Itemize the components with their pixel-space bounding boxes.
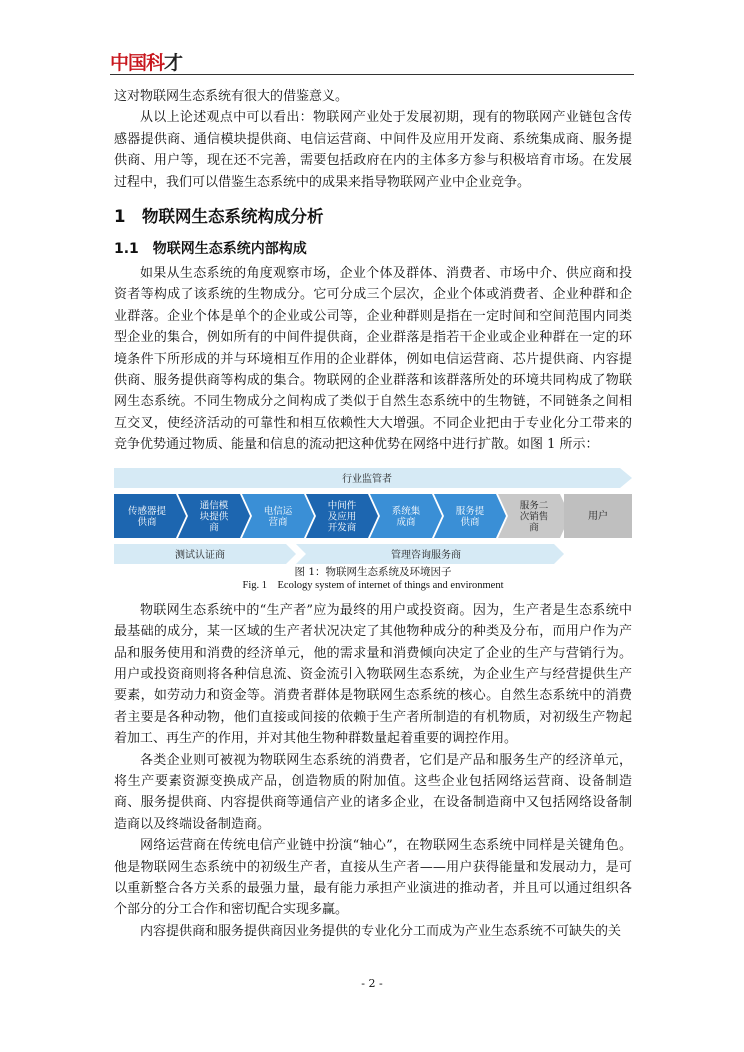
chain-step-label: 通信模 (199, 500, 229, 512)
chain-step-label: 服务提 (455, 505, 485, 517)
testing-band-label: 测试认证商 (175, 549, 225, 561)
chain-step-label: 系统集 (391, 505, 421, 517)
logo (110, 48, 182, 75)
paragraph: 网络运营商在传统电信产业链中扮演“轴心”，在物联网生态系统中同样是关键角色。他是物联网生态系统中的初级生产者，直接从生产者——用户获得能量和发展动力，是可以重新整合各方关系的最强力量，最有能力承担产业演进的推动者，并且可以通过组织各个部分的分工合作和密切配合实现多赢。 (114, 838, 632, 918)
chain-step-label: 成商 (396, 516, 416, 528)
chain-step-label: 供商 (137, 516, 157, 528)
chain-step-label: 电信运 (263, 505, 293, 517)
chain-step-label: 中间件 (327, 500, 357, 512)
paragraph-continued: 这对物联网生态系统有很大的借鉴意义。 (114, 89, 349, 104)
consulting-band-label: 管理咨询服务商 (391, 549, 461, 561)
paragraph: 如果从生态系统的角度观察市场，企业个体及群体、消费者、市场中介、供应商和投资者等构成了该系统的生物成分。它可分成三个层次，企业个体或消费者、企业种群和企业群落。企业个体是单个的企业或公司等，企业种群则是指在一定时间和空间范围内同类型企业的集合，例如所有的中间件提供商，企业群落是指若干企业或企业种群在一定的环境条件下所形成的并与环境相互作用的企业群体，例如电信运营商、芯片提供商、内容提供商、服务提供商等构成的集合。物联网的企业群落和该群落所处的环境共同构成了物联网生态系统。不同生物成分之间构成了类似于自然生态系统中的生物链，不同链条之间相互交叉，使经济活动的可靠性和相互依赖性大大增强。不同企业把由于专业化分工带来的竞争优势通过物质、能量和信息的流动把这种优势在网络中进行扩散。如图 1 所示： (114, 266, 632, 453)
paragraph: 内容提供商和服务提供商因业务提供的专业化分工而成为产业生态系统不可缺失的关 (140, 923, 622, 939)
ecosystem-diagram (114, 468, 632, 564)
user-label: 用户 (588, 510, 608, 522)
figure-caption-cn: 图 1：物联网生态系统及环境因子 (294, 565, 452, 578)
header-rule (110, 74, 634, 75)
paragraph: 物联网生态系统中的“生产者”应为最终的用户或投资商。因为，生产者是生态系统中最基础的成分，某一区域的生产者状况决定了其他物种成分的种类及分布，而用户作为产品和服务使用和消费的经济单元，他的需求量和消费倾向决定了企业的生产与营销行为。用户或投资商则将各种信息流、资金流引入物联网生态系统，为企业生产与经营提供生产要素，如劳动力和资金等。消费者群体是物联网生态系统的核心。自然生态系统中的消费者主要是各种动物，他们直接或间接的依赖于生产者所制造的有机物质，对初级生产物起着加工、再生产的作用，并对其他生物种群数量起着重要的调控作用。 (114, 602, 632, 747)
paragraph: 从以上论述观点中可以看出：物联网产业处于发展初期，现有的物联网产业链包含传感器提供商、通信模块提供商、电信运营商、中间件及应用开发商、系统集成商、服务提供商、用户等，现在还不完善，需要包括政府在内的主体多方参与积极培育市场。在发展过程中，我们可以借鉴生态系统中的成果来指导物联网产业中企业竞争。 (114, 110, 632, 190)
ecosystem-figure (114, 468, 632, 564)
chain-step-label: 商 (529, 522, 539, 534)
subsection-heading: 1.1 物联网生态系统内部构成 (114, 241, 307, 258)
chain-step-label: 及应用 (327, 511, 357, 523)
page-body (114, 86, 632, 942)
logo-text-dark: 才 (164, 52, 183, 74)
logo-text-red: 中国科 (110, 52, 165, 74)
page-number: - 2 - (361, 977, 383, 990)
chain-step-label: 次销售 (519, 511, 549, 523)
section-heading: 1 物联网生态系统构成分析 (114, 207, 324, 227)
chain-step-label: 传感器提 (127, 505, 167, 517)
chain-step-label: 开发商 (327, 522, 357, 534)
paragraph: 各类企业则可被视为物联网生态系统的消费者，它们是产品和服务生产的经济单元，将生产要素资源变换成产品，创造物质的附加值。这些企业包括网络运营商、设备制造商、服务提供商、内容提供商等通信产业的诸多企业，在设备制造商中又包括网络设备制造商以及终端设备制造商。 (114, 752, 632, 832)
chain-step-label: 服务二 (519, 500, 549, 512)
chain-step-label: 商 (209, 522, 219, 534)
chain-step-label: 块提供 (199, 511, 229, 523)
chain-step-label: 供商 (460, 516, 480, 528)
value-chain (114, 494, 570, 538)
chain-step-label: 营商 (268, 516, 288, 528)
figure-caption-en: Fig. 1 Ecology system of internet of things and environment (242, 579, 504, 591)
regulator-band-label: 行业监管者 (342, 473, 392, 485)
